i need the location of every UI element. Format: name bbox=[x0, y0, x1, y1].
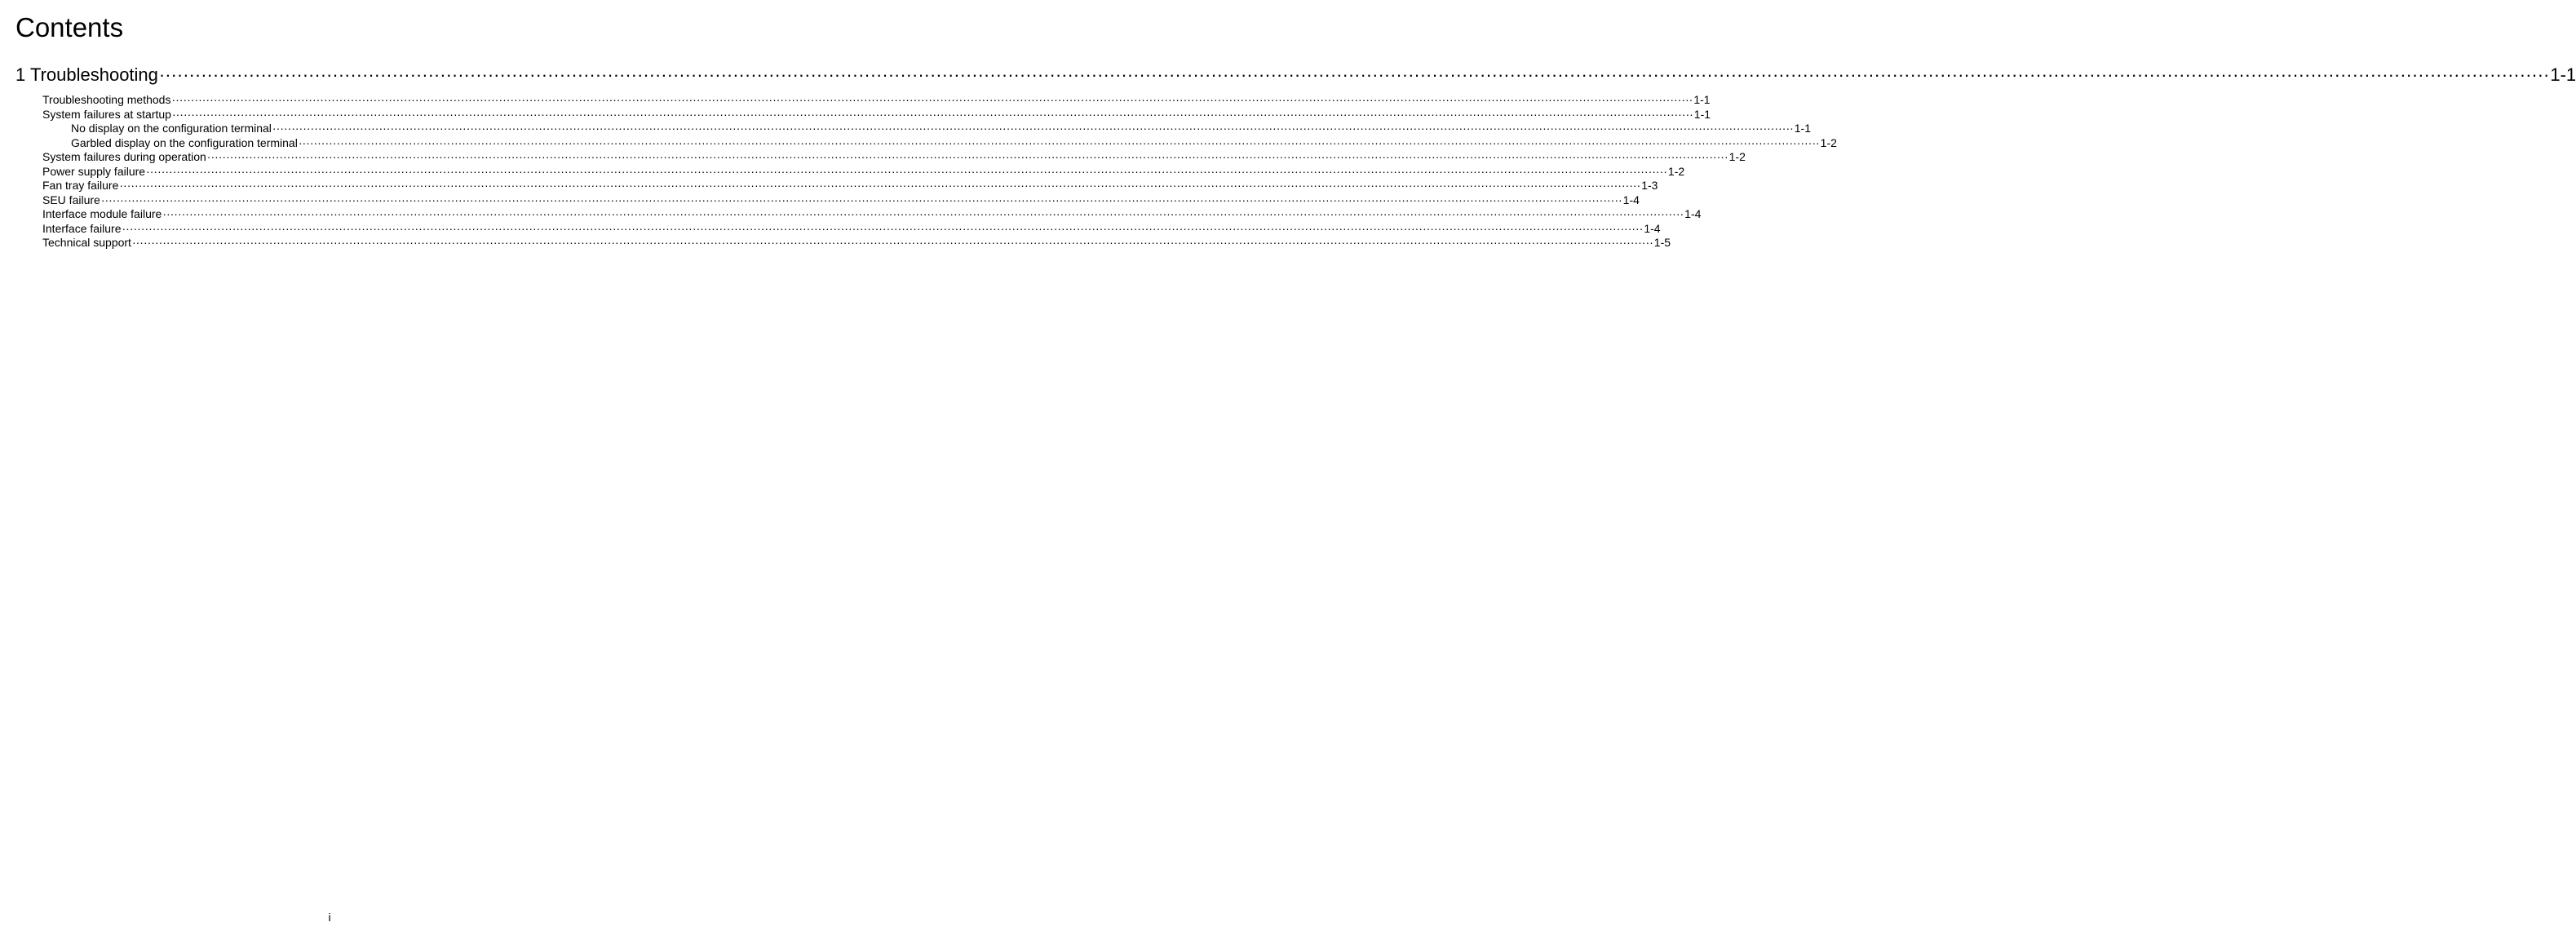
toc-entry-page: 1-1 bbox=[1794, 122, 1811, 135]
page-title: Contents bbox=[15, 12, 124, 42]
toc-entry-label: Technical support bbox=[42, 236, 131, 249]
toc-dot-leader: ················································································································································································································································································································································································································ bbox=[158, 64, 2550, 85]
toc-dot-leader: ················································································································································································································································································································································································································ bbox=[298, 135, 1820, 149]
toc-dot-leader: ················································································································································································································································································································································································································ bbox=[131, 236, 1653, 249]
toc-entry[interactable] bbox=[42, 93, 1711, 108]
toc-chapter-entry[interactable] bbox=[15, 64, 2576, 86]
toc-entry-label: System failures during operation bbox=[42, 150, 206, 163]
toc-dot-leader: ················································································································································································································································································································································································································ bbox=[171, 93, 1693, 106]
toc-entry-page: 1-4 bbox=[1644, 221, 1661, 235]
toc-entry[interactable] bbox=[42, 207, 1702, 222]
toc-entry[interactable] bbox=[42, 164, 1685, 180]
toc-entry-page: 1-3 bbox=[1641, 179, 1658, 192]
toc-entry[interactable] bbox=[71, 122, 1811, 136]
toc-entry-label: SEU failure bbox=[42, 193, 100, 206]
toc-entry-label: System failures at startup bbox=[42, 107, 171, 121]
toc-entry-page: 1-1 bbox=[1693, 107, 1711, 121]
toc-entry-label: 1 Troubleshooting bbox=[15, 64, 158, 85]
toc-entry-label: Power supply failure bbox=[42, 164, 146, 178]
toc-entry-page: 1-2 bbox=[1728, 150, 1746, 163]
toc-entry-page: 1-4 bbox=[1684, 207, 1702, 220]
toc-dot-leader: ················································································································································································································································································································································································································ bbox=[206, 150, 1728, 163]
toc-entry[interactable] bbox=[42, 236, 1671, 251]
toc-dot-leader: ················································································································································································································································································································································································································ bbox=[171, 107, 1693, 121]
toc-dot-leader: ················································································································································································································································································································································································································ bbox=[119, 179, 1641, 192]
toc-entry-page: 1-4 bbox=[1622, 193, 1640, 206]
toc-entry-label: Interface module failure bbox=[42, 207, 162, 220]
toc-entry[interactable] bbox=[42, 150, 1746, 165]
toc-entry[interactable] bbox=[42, 193, 1640, 208]
toc-entry-label: Garbled display on the configuration terminal bbox=[71, 135, 298, 149]
toc-entry-label: Fan tray failure bbox=[42, 179, 119, 192]
toc-dot-leader: ················································································································································································································································································································································································································ bbox=[162, 207, 1684, 220]
toc-entry-page: 1-1 bbox=[2550, 64, 2576, 85]
toc-dot-leader: ················································································································································································································································································································································································································ bbox=[146, 164, 1667, 178]
toc-entry[interactable] bbox=[42, 179, 1658, 193]
toc-entry[interactable] bbox=[71, 135, 1837, 151]
toc-dot-leader: ················································································································································································································································································································································································································ bbox=[272, 122, 1794, 135]
toc-entry-label: Interface failure bbox=[42, 221, 122, 235]
toc-entry[interactable] bbox=[42, 221, 1661, 237]
toc-dot-leader: ················································································································································································································································································································································································································ bbox=[122, 221, 1644, 235]
toc-entry-page: 1-5 bbox=[1653, 236, 1671, 249]
toc-entry-page: 1-2 bbox=[1667, 164, 1685, 178]
toc-entry-page: 1-2 bbox=[1820, 135, 1837, 149]
toc-entry[interactable] bbox=[42, 107, 1711, 122]
toc-entry-page: 1-1 bbox=[1693, 93, 1711, 106]
toc-entry-label: Troubleshooting methods bbox=[42, 93, 171, 106]
toc-entry-label: No display on the configuration terminal bbox=[71, 122, 272, 135]
toc-dot-leader: ················································································································································································································································································································································································································ bbox=[100, 193, 1622, 206]
page-number: i bbox=[328, 911, 331, 924]
